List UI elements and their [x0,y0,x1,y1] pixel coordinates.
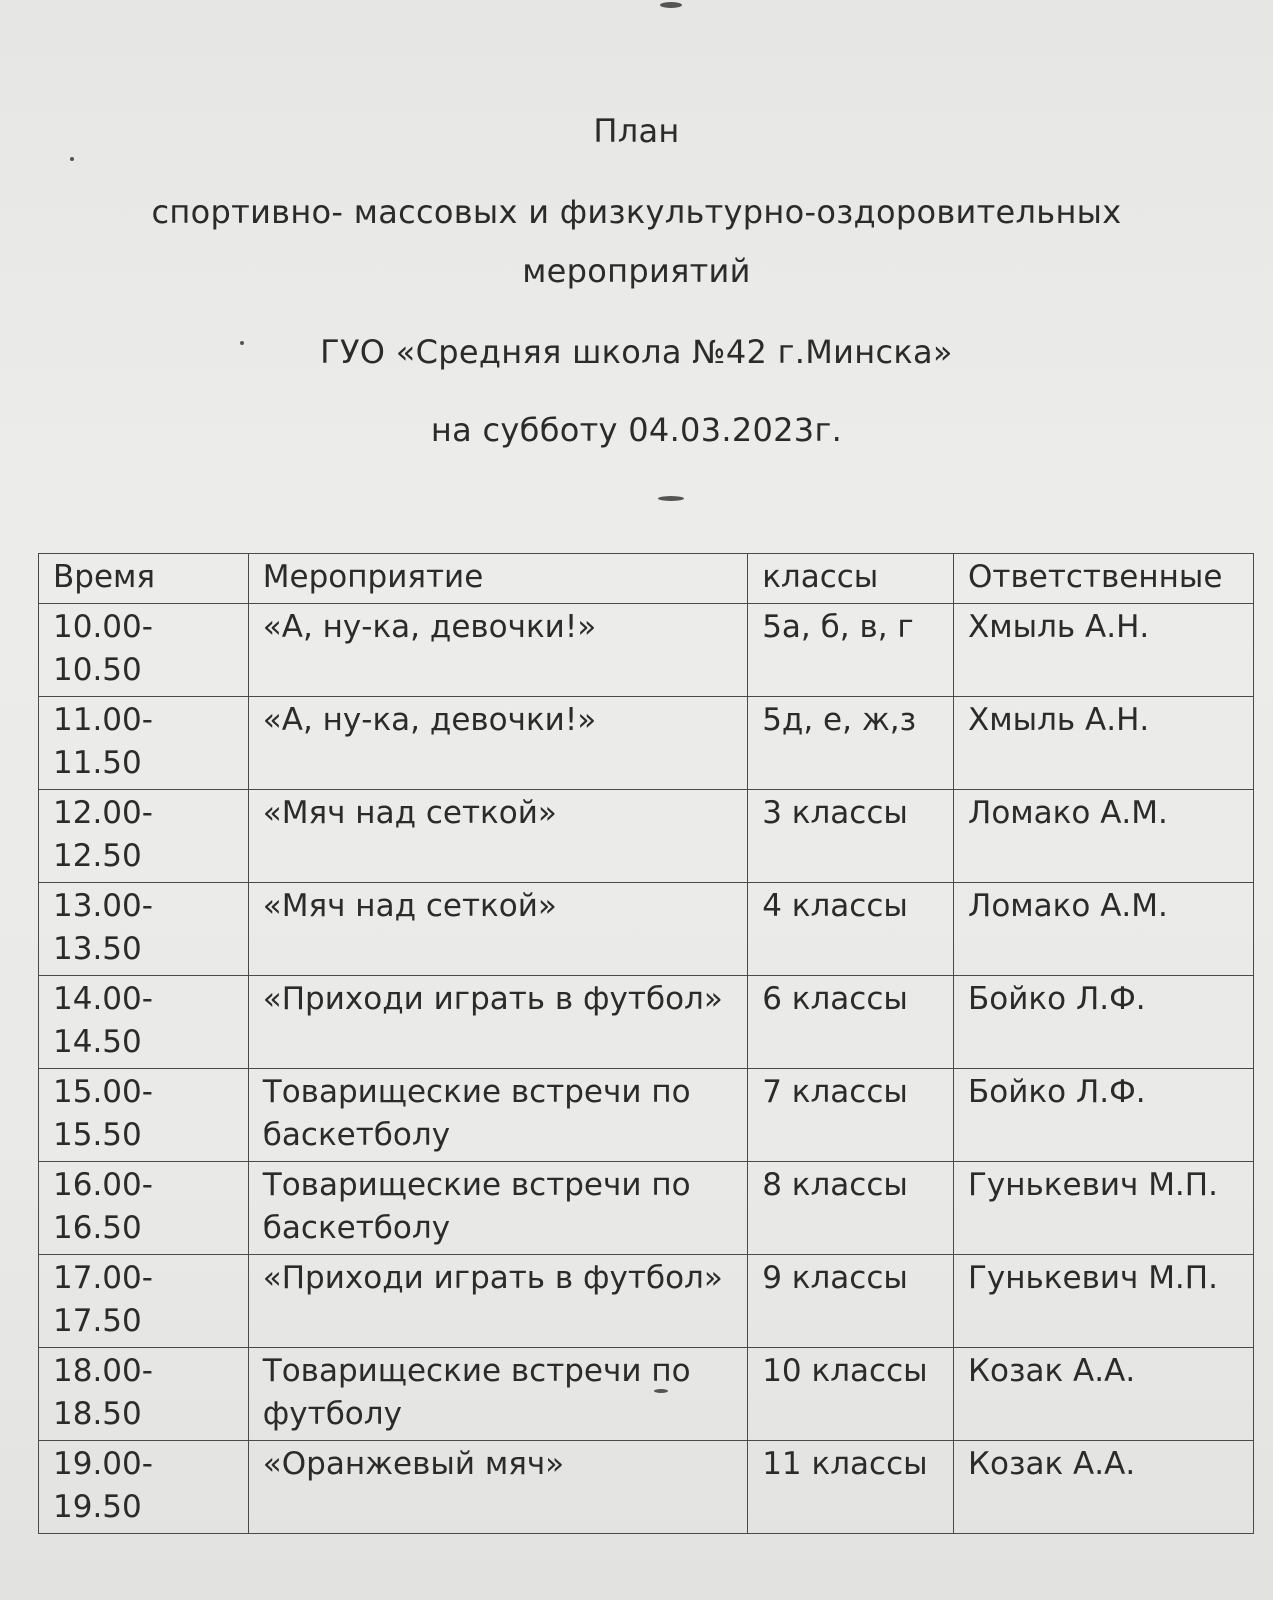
cell-classes: 10 классы [748,1348,954,1441]
table-row [39,1069,1254,1162]
cell-classes: 9 классы [748,1255,954,1348]
table-row [39,1441,1254,1534]
cell-event: «Мяч над сеткой» [248,883,747,976]
cell-event: Товарищеские встречи по баскетболу [248,1162,747,1255]
table-row [39,790,1254,883]
cell-responsible: Гунькевич М.П. [954,1255,1254,1348]
table-row [39,1255,1254,1348]
table-row [39,1162,1254,1255]
column-header-event: Мероприятие [248,554,747,604]
cell-classes: 6 классы [748,976,954,1069]
cell-responsible: Ломако А.М. [954,790,1254,883]
table-row [39,883,1254,976]
cell-responsible: Гунькевич М.П. [954,1162,1254,1255]
table-header-row [39,554,1254,604]
table-row [39,1348,1254,1441]
table-row [39,976,1254,1069]
cell-classes: 8 классы [748,1162,954,1255]
table-row [39,697,1254,790]
cell-event: «А, ну-ка, девочки!» [248,697,747,790]
cell-responsible: Бойко Л.Ф. [954,976,1254,1069]
cell-classes: 3 классы [748,790,954,883]
document-title: План [593,112,680,150]
cell-classes: 11 классы [748,1441,954,1534]
cell-time: 18.00-18.50 [39,1348,249,1441]
print-speck [658,496,684,501]
cell-event: «Приходи играть в футбол» [248,976,747,1069]
column-header-classes: классы [748,554,954,604]
cell-event: «Мяч над сеткой» [248,790,747,883]
document-subtitle-line1: спортивно- массовых и физкультурно-оздоровительных [151,193,1122,231]
cell-classes: 7 классы [748,1069,954,1162]
cell-responsible: Ломако А.М. [954,883,1254,976]
cell-event: Товарищеские встречи по баскетболу [248,1069,747,1162]
print-speck [660,2,682,8]
schedule-date: на субботу 04.03.2023г. [430,411,843,449]
cell-event: «Приходи играть в футбол» [248,1255,747,1348]
cell-time: 19.00-19.50 [39,1441,249,1534]
column-header-time: Время [39,554,249,604]
cell-time: 17.00-17.50 [39,1255,249,1348]
institution-name: ГУО «Средняя школа №42 г.Минска» [320,333,953,371]
cell-time: 14.00-14.50 [39,976,249,1069]
cell-event: Товарищеские встречи по футболу [248,1348,747,1441]
cell-classes: 5д, е, ж,з [748,697,954,790]
cell-responsible: Козак А.А. [954,1348,1254,1441]
cell-time: 10.00-10.50 [39,604,249,697]
cell-event: «Оранжевый мяч» [248,1441,747,1534]
cell-responsible: Бойко Л.Ф. [954,1069,1254,1162]
cell-event: «А, ну-ка, девочки!» [248,604,747,697]
document-subtitle-line2: мероприятий [522,252,751,290]
cell-classes: 4 классы [748,883,954,976]
schedule-table [38,553,1254,1534]
print-speck [70,157,74,161]
cell-responsible: Козак А.А. [954,1441,1254,1534]
cell-responsible: Хмыль А.Н. [954,604,1254,697]
table-row [39,604,1254,697]
column-header-responsible: Ответственные [954,554,1254,604]
cell-classes: 5а, б, в, г [748,604,954,697]
cell-time: 15.00-15.50 [39,1069,249,1162]
cell-time: 13.00-13.50 [39,883,249,976]
cell-time: 12.00-12.50 [39,790,249,883]
cell-time: 16.00-16.50 [39,1162,249,1255]
cell-time: 11.00-11.50 [39,697,249,790]
cell-responsible: Хмыль А.Н. [954,697,1254,790]
